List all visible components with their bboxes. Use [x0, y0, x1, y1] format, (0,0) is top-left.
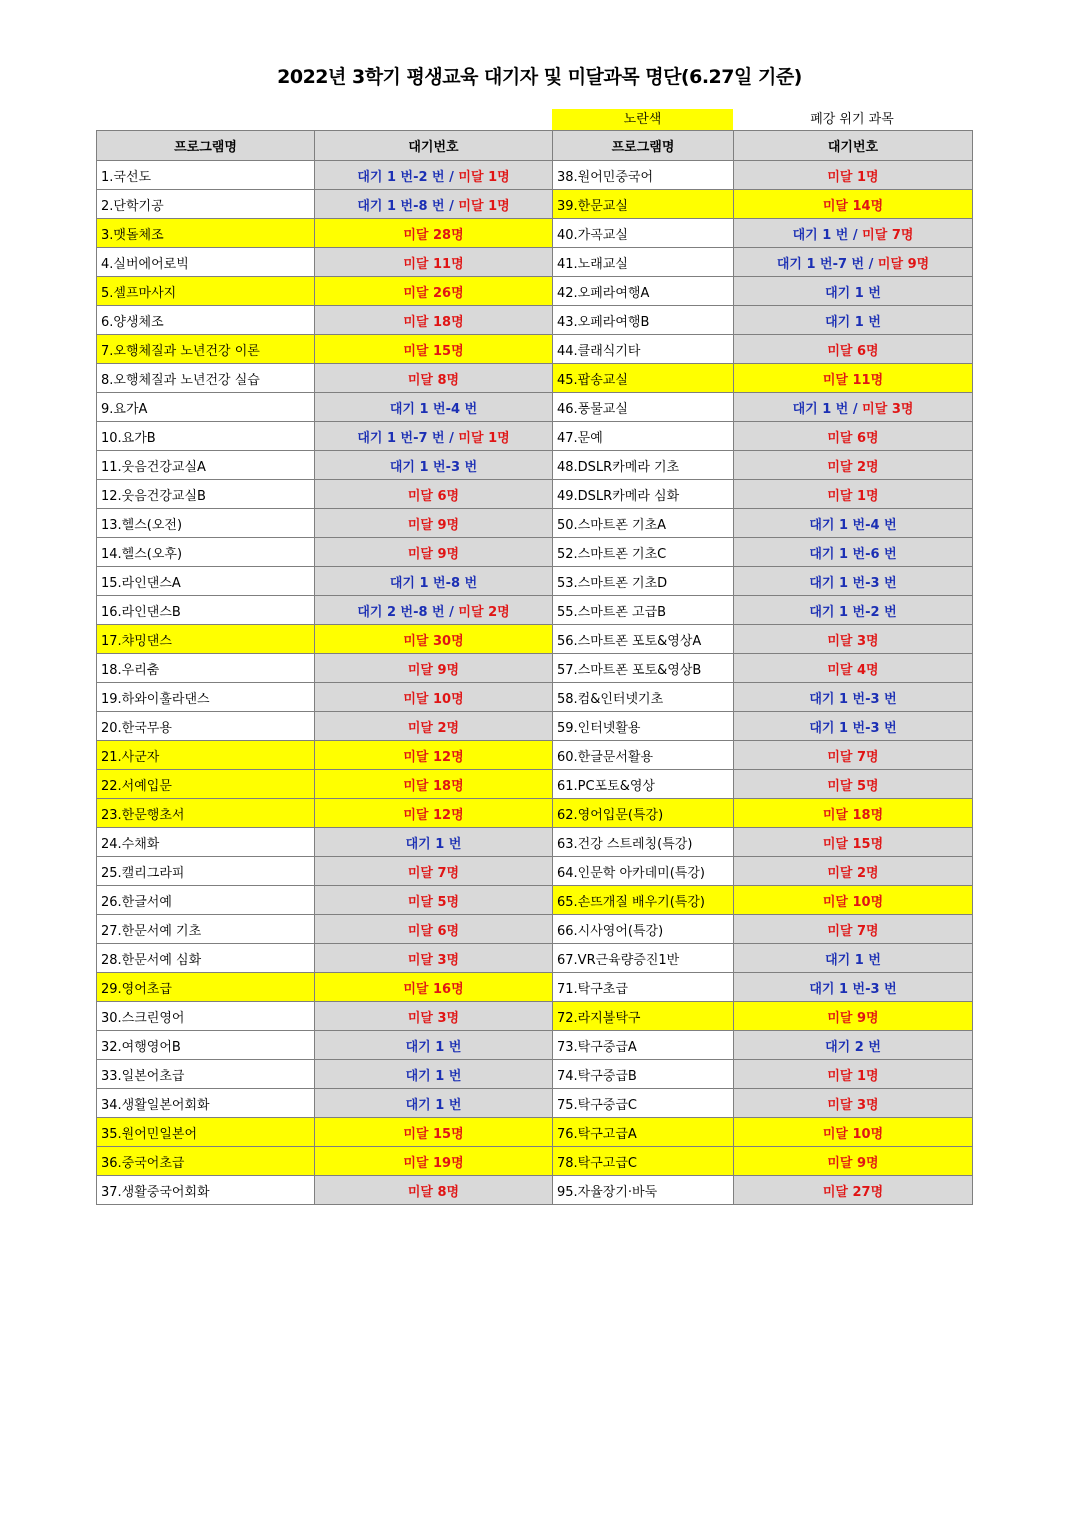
- table-row: [97, 219, 973, 248]
- status-cell: [734, 1031, 973, 1060]
- program-name: 46.풍물교실: [553, 393, 734, 422]
- waitlist-text: 대기 2 번: [825, 1039, 881, 1055]
- shortfall-text: 미달 1명: [458, 169, 510, 185]
- status-cell: [315, 799, 553, 828]
- program-name: 18.우리춤: [97, 654, 315, 683]
- status-cell: [734, 886, 973, 915]
- status-cell: [734, 1060, 973, 1089]
- program-name: 10.요가B: [97, 422, 315, 451]
- status-separator: /: [848, 401, 863, 417]
- status-cell: [315, 596, 553, 625]
- status-cell: [734, 277, 973, 306]
- program-name: 73.탁구중급A: [553, 1031, 734, 1060]
- status-cell: [734, 422, 973, 451]
- status-cell: [315, 1060, 553, 1089]
- program-name: 29.영어초급: [97, 973, 315, 1002]
- program-name: 27.한문서예 기초: [97, 915, 315, 944]
- table-row: [97, 335, 973, 364]
- shortfall-text: 미달 10명: [822, 894, 884, 910]
- status-cell: [315, 857, 553, 886]
- status-cell: [734, 741, 973, 770]
- program-name: 57.스마트폰 포토&영상B: [553, 654, 734, 683]
- status-cell: [315, 712, 553, 741]
- shortfall-text: 미달 3명: [407, 952, 460, 968]
- waitlist-text: 대기 1 번-3 번: [809, 575, 897, 591]
- status-cell: [315, 538, 553, 567]
- program-name: 58.컴&인터넷기초: [553, 683, 734, 712]
- shortfall-text: 미달 9명: [407, 546, 460, 562]
- waitlist-text: 대기 1 번-8 번: [357, 198, 445, 214]
- program-name: 17.챠밍댄스: [97, 625, 315, 654]
- program-name: 55.스마트폰 고급B: [553, 596, 734, 625]
- program-name: 35.원어민일본어: [97, 1118, 315, 1147]
- table-row: [97, 1089, 973, 1118]
- program-name: 12.웃음건강교실B: [97, 480, 315, 509]
- program-name: 71.탁구초급: [553, 973, 734, 1002]
- program-name: 23.한문행초서: [97, 799, 315, 828]
- table-row: [97, 422, 973, 451]
- legend-meaning: 폐강 위기 과목: [810, 112, 894, 127]
- status-cell: [734, 654, 973, 683]
- shortfall-text: 미달 19명: [403, 1155, 464, 1171]
- program-name: 59.인터넷활용: [553, 712, 734, 741]
- program-name: 43.오페라여행B: [553, 306, 734, 335]
- shortfall-text: 미달 2명: [458, 604, 510, 620]
- status-cell: [315, 683, 553, 712]
- shortfall-text: 미달 7명: [862, 227, 914, 243]
- program-name: 22.서예입문: [97, 770, 315, 799]
- waitlist-text: 대기 1 번-2 번: [809, 604, 897, 620]
- status-separator: /: [444, 430, 459, 446]
- waitlist-text: 대기 1 번: [792, 227, 849, 243]
- waitlist-text: 대기 1 번-2 번: [357, 169, 445, 185]
- header-program-right: 프로그램명: [553, 131, 734, 161]
- shortfall-text: 미달 2명: [827, 459, 879, 475]
- status-cell: [734, 364, 973, 393]
- header-wait-left: 대기번호: [315, 131, 553, 161]
- table-row: [97, 973, 973, 1002]
- program-name: 15.라인댄스A: [97, 567, 315, 596]
- shortfall-text: 미달 9명: [827, 1010, 879, 1026]
- shortfall-text: 미달 8명: [407, 372, 460, 388]
- status-cell: [315, 306, 553, 335]
- program-name: 64.인문학 아카데미(특강): [553, 857, 734, 886]
- shortfall-text: 미달 14명: [822, 198, 884, 214]
- table-header-row: [97, 131, 973, 161]
- status-cell: [734, 306, 973, 335]
- table-row: [97, 1060, 973, 1089]
- table-row: [97, 712, 973, 741]
- program-name: 42.오페라여행A: [553, 277, 734, 306]
- table-row: [97, 1002, 973, 1031]
- program-name: 41.노래교실: [553, 248, 734, 277]
- status-cell: [734, 1118, 973, 1147]
- status-cell: [734, 828, 973, 857]
- status-cell: [734, 393, 973, 422]
- status-cell: [315, 335, 553, 364]
- shortfall-text: 미달 5명: [827, 778, 879, 794]
- shortfall-text: 미달 3명: [827, 633, 879, 649]
- program-name: 62.영어입문(특강): [553, 799, 734, 828]
- status-cell: [315, 770, 553, 799]
- status-cell: [734, 944, 973, 973]
- program-name: 75.탁구중급C: [553, 1089, 734, 1118]
- program-name: 65.손뜨개질 배우기(특강): [553, 886, 734, 915]
- status-cell: [315, 480, 553, 509]
- status-cell: [315, 509, 553, 538]
- program-name: 16.라인댄스B: [97, 596, 315, 625]
- program-name: 2.단학기공: [97, 190, 315, 219]
- program-name: 95.자율장기·바둑: [553, 1176, 734, 1205]
- status-cell: [734, 509, 973, 538]
- shortfall-text: 미달 7명: [827, 749, 879, 765]
- table-row: [97, 277, 973, 306]
- program-name: 7.오행체질과 노년건강 이론: [97, 335, 315, 364]
- program-name: 13.헬스(오전): [97, 509, 315, 538]
- status-cell: [734, 857, 973, 886]
- waitlist-text: 대기 1 번-4 번: [809, 517, 897, 533]
- shortfall-text: 미달 9명: [407, 517, 460, 533]
- status-cell: [734, 1002, 973, 1031]
- status-cell: [734, 1147, 973, 1176]
- program-name: 52.스마트폰 기초C: [553, 538, 734, 567]
- table-row: [97, 944, 973, 973]
- status-cell: [315, 654, 553, 683]
- status-cell: [315, 219, 553, 248]
- table-row: [97, 770, 973, 799]
- table-row: [97, 799, 973, 828]
- waitlist-text: 대기 1 번: [792, 401, 849, 417]
- shortfall-text: 미달 8명: [407, 1184, 460, 1200]
- waitlist-text: 대기 1 번: [825, 952, 881, 968]
- program-name: 11.웃음건강교실A: [97, 451, 315, 480]
- program-name: 6.양생체조: [97, 306, 315, 335]
- program-name: 72.라지볼탁구: [553, 1002, 734, 1031]
- shortfall-text: 미달 9명: [407, 662, 460, 678]
- table-row: [97, 190, 973, 219]
- shortfall-text: 미달 16명: [403, 981, 464, 997]
- status-cell: [315, 1176, 553, 1205]
- table-row: [97, 886, 973, 915]
- program-name: 26.한글서예: [97, 886, 315, 915]
- program-name: 47.문예: [553, 422, 734, 451]
- table-row: [97, 451, 973, 480]
- program-name: 66.시사영어(특강): [553, 915, 734, 944]
- status-cell: [734, 799, 973, 828]
- program-name: 53.스마트폰 기초D: [553, 567, 734, 596]
- waitlist-text: 대기 1 번: [405, 1068, 462, 1084]
- program-name: 67.VR근육량증진1반: [553, 944, 734, 973]
- status-cell: [734, 1176, 973, 1205]
- shortfall-text: 미달 7명: [827, 923, 879, 939]
- shortfall-text: 미달 15명: [403, 343, 464, 359]
- shortfall-text: 미달 10명: [822, 1126, 884, 1142]
- program-name: 28.한문서예 심화: [97, 944, 315, 973]
- status-cell: [315, 248, 553, 277]
- status-cell: [734, 219, 973, 248]
- shortfall-text: 미달 1명: [827, 488, 879, 504]
- status-cell: [734, 596, 973, 625]
- shortfall-text: 미달 26명: [403, 285, 464, 301]
- shortfall-text: 미달 27명: [822, 1184, 884, 1200]
- shortfall-text: 미달 2명: [827, 865, 879, 881]
- table-row: [97, 625, 973, 654]
- shortfall-text: 미달 3명: [827, 1097, 879, 1113]
- status-cell: [734, 480, 973, 509]
- waitlist-text: 대기 1 번-7 번: [776, 256, 865, 272]
- program-name: 34.생활일본어회화: [97, 1089, 315, 1118]
- waitlist-text: 대기 1 번-8 번: [389, 575, 478, 591]
- program-name: 76.탁구고급A: [553, 1118, 734, 1147]
- status-cell: [734, 161, 973, 190]
- table-row: [97, 1147, 973, 1176]
- program-name: 45.팝송교실: [553, 364, 734, 393]
- program-name: 4.실버에어로빅: [97, 248, 315, 277]
- shortfall-text: 미달 11명: [403, 256, 464, 272]
- status-cell: [734, 248, 973, 277]
- table-row: [97, 828, 973, 857]
- table-row: [97, 306, 973, 335]
- status-cell: [315, 364, 553, 393]
- program-name: 63.건강 스트레칭(특강): [553, 828, 734, 857]
- status-separator: /: [848, 227, 863, 243]
- program-name: 30.스크린영어: [97, 1002, 315, 1031]
- status-cell: [315, 625, 553, 654]
- shortfall-text: 미달 4명: [827, 662, 879, 678]
- shortfall-text: 미달 18명: [403, 314, 464, 330]
- shortfall-text: 미달 12명: [403, 807, 464, 823]
- status-cell: [315, 1002, 553, 1031]
- shortfall-text: 미달 6명: [827, 343, 879, 359]
- waitlist-text: 대기 1 번-3 번: [809, 691, 897, 707]
- waitlist-text: 대기 1 번-3 번: [809, 720, 897, 736]
- shortfall-text: 미달 30명: [403, 633, 464, 649]
- status-cell: [315, 1031, 553, 1060]
- status-cell: [315, 741, 553, 770]
- waitlist-text: 대기 2 번-8 번: [357, 604, 445, 620]
- waitlist-text: 대기 1 번: [405, 1039, 462, 1055]
- table-row: [97, 248, 973, 277]
- status-cell: [734, 335, 973, 364]
- shortfall-text: 미달 6명: [407, 488, 460, 504]
- table-row: [97, 393, 973, 422]
- status-cell: [315, 944, 553, 973]
- program-name: 14.헬스(오후): [97, 538, 315, 567]
- shortfall-text: 미달 9명: [827, 1155, 879, 1171]
- table-row: [97, 364, 973, 393]
- program-name: 20.한국무용: [97, 712, 315, 741]
- status-cell: [734, 625, 973, 654]
- table-row: [97, 567, 973, 596]
- program-name: 24.수채화: [97, 828, 315, 857]
- shortfall-text: 미달 6명: [407, 923, 460, 939]
- shortfall-text: 미달 12명: [403, 749, 464, 765]
- waitlist-text: 대기 1 번-3 번: [809, 981, 897, 997]
- program-name: 33.일본어초급: [97, 1060, 315, 1089]
- program-name: 9.요가A: [97, 393, 315, 422]
- waitlist-text: 대기 1 번: [825, 285, 881, 301]
- status-cell: [315, 422, 553, 451]
- table-row: [97, 1031, 973, 1060]
- status-cell: [315, 1118, 553, 1147]
- status-separator: /: [864, 256, 878, 272]
- page-title: 2022년 3학기 평생교육 대기자 및 미달과목 명단(6.27일 기준): [277, 66, 802, 88]
- program-name: 61.PC포토&영상: [553, 770, 734, 799]
- waitlist-text: 대기 1 번-4 번: [389, 401, 478, 417]
- shortfall-text: 미달 5명: [407, 894, 460, 910]
- shortfall-text: 미달 1명: [458, 430, 510, 446]
- status-separator: /: [444, 604, 459, 620]
- table-row: [97, 1176, 973, 1205]
- table-row: [97, 538, 973, 567]
- program-name: 21.사군자: [97, 741, 315, 770]
- status-cell: [315, 393, 553, 422]
- program-name: 74.탁구중급B: [553, 1060, 734, 1089]
- status-cell: [315, 828, 553, 857]
- program-name: 3.맷돌체조: [97, 219, 315, 248]
- shortfall-text: 미달 2명: [407, 720, 460, 736]
- table-row: [97, 596, 973, 625]
- table-row: [97, 480, 973, 509]
- waitlist-text: 대기 1 번-6 번: [809, 546, 897, 562]
- status-cell: [315, 190, 553, 219]
- program-name: 1.국선도: [97, 161, 315, 190]
- program-name: 50.스마트폰 기초A: [553, 509, 734, 538]
- shortfall-text: 미달 6명: [827, 430, 879, 446]
- status-cell: [734, 451, 973, 480]
- program-name: 8.오행체질과 노년건강 실습: [97, 364, 315, 393]
- status-cell: [315, 161, 553, 190]
- table-row: [97, 161, 973, 190]
- shortfall-text: 미달 15명: [403, 1126, 464, 1142]
- table-row: [97, 915, 973, 944]
- program-name: 49.DSLR카메라 심화: [553, 480, 734, 509]
- shortfall-text: 미달 1명: [827, 169, 879, 185]
- table-row: [97, 654, 973, 683]
- status-cell: [734, 1089, 973, 1118]
- shortfall-text: 미달 18명: [403, 778, 464, 794]
- program-name: 5.셀프마사지: [97, 277, 315, 306]
- status-cell: [315, 277, 553, 306]
- status-cell: [315, 973, 553, 1002]
- table-row: [97, 509, 973, 538]
- program-name: 48.DSLR카메라 기초: [553, 451, 734, 480]
- header-program-left: 프로그램명: [97, 131, 315, 161]
- legend-yellow-swatch: 노란색: [552, 109, 733, 130]
- program-name: 40.가곡교실: [553, 219, 734, 248]
- program-name: 38.원어민중국어: [553, 161, 734, 190]
- course-table: [96, 130, 973, 1205]
- shortfall-text: 미달 28명: [403, 227, 464, 243]
- waitlist-text: 대기 1 번: [825, 314, 881, 330]
- waitlist-text: 대기 1 번: [405, 1097, 462, 1113]
- waitlist-text: 대기 1 번-7 번: [357, 430, 445, 446]
- status-cell: [315, 567, 553, 596]
- program-name: 32.여행영어B: [97, 1031, 315, 1060]
- shortfall-text: 미달 10명: [403, 691, 464, 707]
- status-separator: /: [444, 169, 459, 185]
- status-cell: [315, 1147, 553, 1176]
- shortfall-text: 미달 11명: [822, 372, 884, 388]
- status-cell: [315, 915, 553, 944]
- table-body: [97, 161, 973, 1205]
- shortfall-text: 미달 18명: [822, 807, 884, 823]
- shortfall-text: 미달 15명: [822, 836, 884, 852]
- program-name: 60.한글문서활용: [553, 741, 734, 770]
- status-separator: /: [444, 198, 459, 214]
- status-cell: [315, 886, 553, 915]
- status-cell: [734, 712, 973, 741]
- status-cell: [734, 973, 973, 1002]
- program-name: 78.탁구고급C: [553, 1147, 734, 1176]
- program-name: 44.클래식기타: [553, 335, 734, 364]
- table-row: [97, 857, 973, 886]
- status-cell: [734, 915, 973, 944]
- status-cell: [734, 683, 973, 712]
- shortfall-text: 미달 7명: [407, 865, 460, 881]
- shortfall-text: 미달 9명: [877, 256, 930, 272]
- status-cell: [734, 770, 973, 799]
- table-row: [97, 683, 973, 712]
- table-row: [97, 1118, 973, 1147]
- status-cell: [315, 1089, 553, 1118]
- status-cell: [734, 190, 973, 219]
- program-name: 19.하와이훌라댄스: [97, 683, 315, 712]
- program-name: 37.생활중국어회화: [97, 1176, 315, 1205]
- shortfall-text: 미달 3명: [862, 401, 914, 417]
- shortfall-text: 미달 1명: [827, 1068, 879, 1084]
- waitlist-text: 대기 1 번: [405, 836, 462, 852]
- shortfall-text: 미달 3명: [407, 1010, 460, 1026]
- table-row: [97, 741, 973, 770]
- program-name: 36.중국어초급: [97, 1147, 315, 1176]
- status-cell: [315, 451, 553, 480]
- program-name: 25.캘리그라피: [97, 857, 315, 886]
- header-wait-right: 대기번호: [734, 131, 973, 161]
- shortfall-text: 미달 1명: [458, 198, 510, 214]
- program-name: 56.스마트폰 포토&영상A: [553, 625, 734, 654]
- status-cell: [734, 538, 973, 567]
- waitlist-text: 대기 1 번-3 번: [389, 459, 478, 475]
- status-cell: [734, 567, 973, 596]
- program-name: 39.한문교실: [553, 190, 734, 219]
